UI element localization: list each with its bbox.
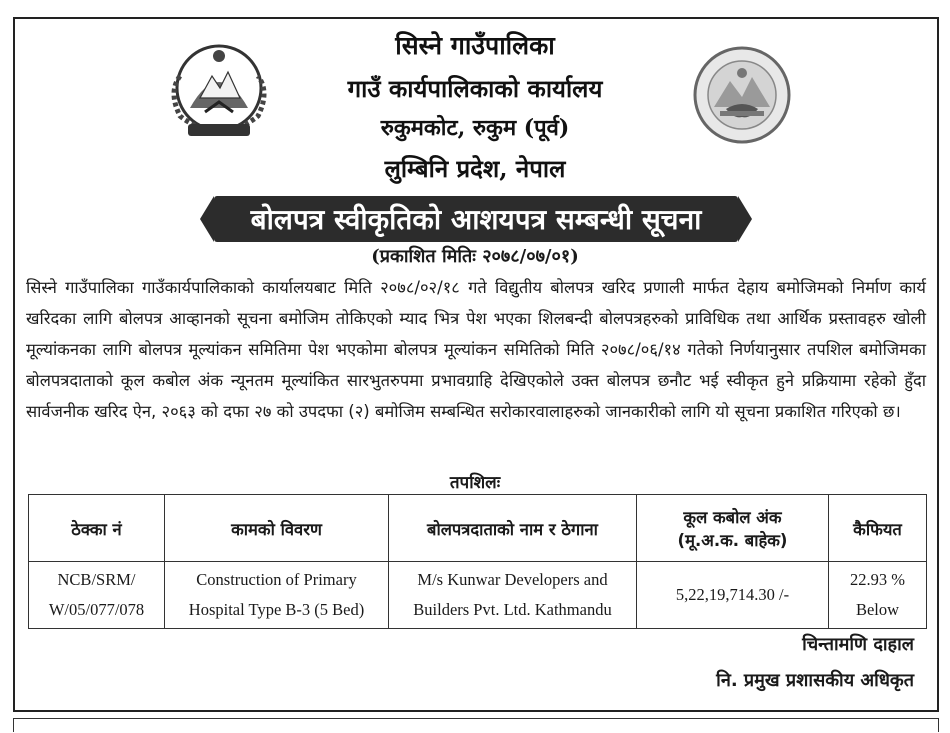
cell-bidder — [389, 562, 637, 629]
bidder-line1: M/s Kunwar Developers and — [417, 570, 608, 589]
signatory-name: चिन्तामणि दाहाल — [802, 634, 914, 655]
notice-body: सिस्ने गाउँपालिका गाउँकार्यपालिकाको कार्यालयबाट मिति २०७८/०२/१८ गते विद्युतीय बोलपत्र खरिद प्रणाली मार्फत देहाय बमोजिमको निर्माण कार्य खरिदका लागि बोलपत्र आव्हानको सूचना बमोजिम तोकिएको म्याद भित्र पेश भएका शिलबन्दी बोलपत्रहरुको प्राविधिक तथा आर्थिक प्रस्तावहरु खोली मूल्यांकनका लागि बोलपत्र मूल्यांकन समितिमा पेश भएकोमा बोलपत्र मूल्यांकन समितिको मिति २०७८/०६/१४ गतेको निर्णयानुसार तपशिल बमोजिमका बोलपत्रदाताको कूल कबोल अंक न्यूनतम मूल्यांकित सारभुतरुपमा प्रभावग्राहि देखिएकोले उक्त बोलपत्र छनौट भई स्वीकृत हुने प्रक्रियामा रहेको हुँदा सार्वजनीक खरिद ऐन, २०६३ को दफा २७ को उपदफा (२) बमोजिम सम्बन्धित सरोकारवालाहरुको जानकारीको लागि यो सूचना प्रकाशित गरिएको छ। — [26, 278, 926, 421]
remarks-line1: 22.93 % — [850, 570, 905, 589]
description-line2: Hospital Type B-3 (5 Bed) — [188, 600, 365, 619]
signatory-title: नि. प्रमुख प्रशासकीय अधिकृत — [716, 670, 914, 691]
table-row — [29, 562, 927, 629]
header-remarks: कैफियत — [829, 495, 927, 562]
cell-amount: 5,22,19,714.30 /- — [637, 562, 829, 629]
office-name: गाउँ कार्यपालिकाको कार्यालय — [347, 74, 603, 103]
next-notice-edge — [13, 718, 939, 732]
province-country: लुम्बिनि प्रदेश, नेपाल — [384, 154, 566, 183]
description-line1: Construction of Primary — [196, 570, 357, 589]
remarks-line2: Below — [855, 600, 900, 619]
contract-no-line2: W/05/077/078 — [48, 600, 145, 619]
header-description: कामको विवरण — [165, 495, 389, 562]
cell-remarks — [829, 562, 927, 629]
header-amount-line2: (मू.अ.क. बाहेक) — [677, 531, 788, 550]
table-header-row — [29, 495, 927, 562]
header-amount-line1: कूल कबोल अंक — [683, 508, 782, 527]
bid-table — [28, 494, 927, 629]
bidder-line2: Builders Pvt. Ltd. Kathmandu — [413, 600, 612, 619]
notice-title-banner — [214, 196, 738, 242]
cell-contract-no — [29, 562, 165, 629]
header-amount — [637, 495, 829, 562]
header-contract-no: ठेक्का नं — [29, 495, 165, 562]
contract-no-line1: NCB/SRM/ — [57, 570, 136, 589]
published-date: (प्रकाशित मितिः २०७८/०७/०१) — [371, 246, 579, 267]
office-address: रुकुमकोट, रुकुम (पूर्व) — [380, 115, 570, 141]
notice-title: बोलपत्र स्वीकृतिको आशयपत्र सम्बन्धी सूचना — [250, 203, 702, 236]
schedule-label: तपशिलः — [449, 473, 501, 493]
cell-description — [165, 562, 389, 629]
municipality-name: सिस्ने गाउँपालिका — [395, 31, 555, 60]
header-bidder: बोलपत्रदाताको नाम र ठेगाना — [389, 495, 637, 562]
